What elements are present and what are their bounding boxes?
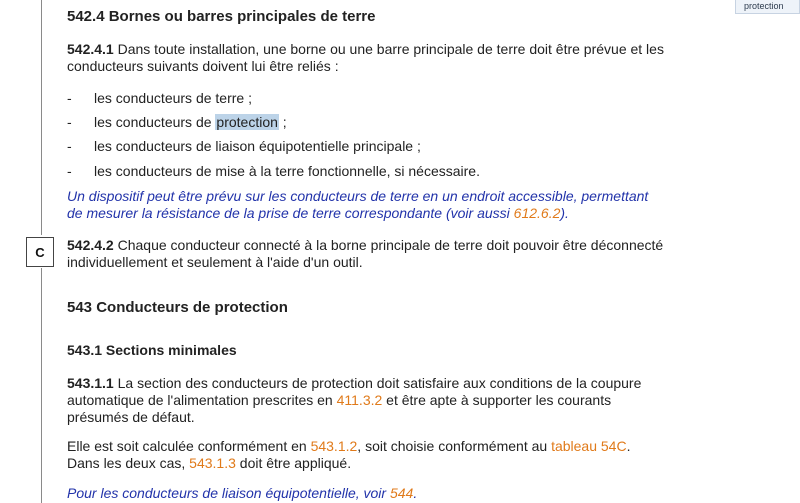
paragraph-text: La section des conducteurs de protection doit satisfaire aux conditions de la coupure xyxy=(113,375,642,391)
paragraph-text: et être apte à supporter les courants xyxy=(382,392,612,408)
paragraph-text: doit être appliqué. xyxy=(235,455,352,471)
note-text: Un dispositif peut être prévu sur les conducteurs de terre en un endroit accessible, permettant xyxy=(67,188,649,204)
list-item-text: les conducteurs de liaison équipotentielle principale ; xyxy=(94,138,421,154)
paragraph-543-1-1-continued xyxy=(67,438,757,472)
paragraph-542-4-1 xyxy=(67,41,747,75)
cross-reference-link[interactable]: 411.3.2 xyxy=(336,392,383,408)
search-term-tag[interactable]: protection xyxy=(735,0,800,14)
section-heading-542-4: 542.4 Bornes ou barres principales de terre xyxy=(67,8,376,25)
paragraph-number: 542.4.2 xyxy=(67,237,114,253)
list-dash: - xyxy=(67,114,72,130)
list-item-text: les conducteurs de terre ; xyxy=(94,90,252,106)
cross-reference-link[interactable]: tableau 54C xyxy=(551,438,627,454)
cross-reference-link[interactable]: 543.1.3 xyxy=(189,455,236,471)
change-bar xyxy=(41,0,42,235)
paragraph-text: . xyxy=(626,438,631,454)
paragraph-text: conducteurs suivants doivent lui être reliés : xyxy=(67,58,339,74)
cross-reference-link[interactable]: 543.1.2 xyxy=(310,438,358,454)
note-text: de mesurer la résistance de la prise de terre correspondante (voir aussi xyxy=(67,205,514,221)
paragraph-text: Dans toute installation, une borne ou une barre principale de terre doit être prévue et les xyxy=(113,41,664,57)
search-highlight[interactable]: protection xyxy=(216,114,278,130)
text-run: les conducteurs de xyxy=(94,114,216,130)
list-dash: - xyxy=(67,163,72,179)
note-text: ). xyxy=(560,205,569,221)
paragraph-number: 542.4.1 xyxy=(67,41,114,57)
paragraph-text: Elle est soit calculée conformément en xyxy=(67,438,311,454)
section-heading-543: 543 Conducteurs de protection xyxy=(67,299,288,316)
cross-reference-link[interactable]: 544 xyxy=(389,485,414,501)
paragraph-542-4-2 xyxy=(67,237,757,271)
note-text: . xyxy=(413,485,418,501)
paragraph-text: individuellement et seulement à l'aide d'un outil. xyxy=(67,254,363,270)
paragraph-text: Dans les deux cas, xyxy=(67,455,190,471)
change-marker: C xyxy=(26,237,54,267)
paragraph-543-1-1 xyxy=(67,375,747,426)
paragraph-text: automatique de l'alimentation prescrites en xyxy=(67,392,337,408)
cross-reference-link[interactable]: 612.6.2 xyxy=(513,205,561,221)
note-542-4-1 xyxy=(67,188,757,222)
paragraph-text: présumés de défaut. xyxy=(67,409,195,425)
section-heading-543-1: 543.1 Sections minimales xyxy=(67,342,237,358)
note-543 xyxy=(67,485,757,502)
change-bar xyxy=(41,268,42,503)
paragraph-number: 543.1.1 xyxy=(67,375,114,391)
list-dash: - xyxy=(67,90,72,106)
list-item-text xyxy=(94,114,287,131)
text-run: ; xyxy=(278,114,287,130)
list-dash: - xyxy=(67,138,72,154)
paragraph-text: Chaque conducteur connecté à la borne principale de terre doit pouvoir être déconnecté xyxy=(113,237,664,253)
paragraph-text: , soit choisie conformément au xyxy=(357,438,552,454)
note-text: Pour les conducteurs de liaison équipotentielle, voir xyxy=(67,485,390,501)
list-item-text: les conducteurs de mise à la terre fonctionnelle, si nécessaire. xyxy=(94,163,480,179)
